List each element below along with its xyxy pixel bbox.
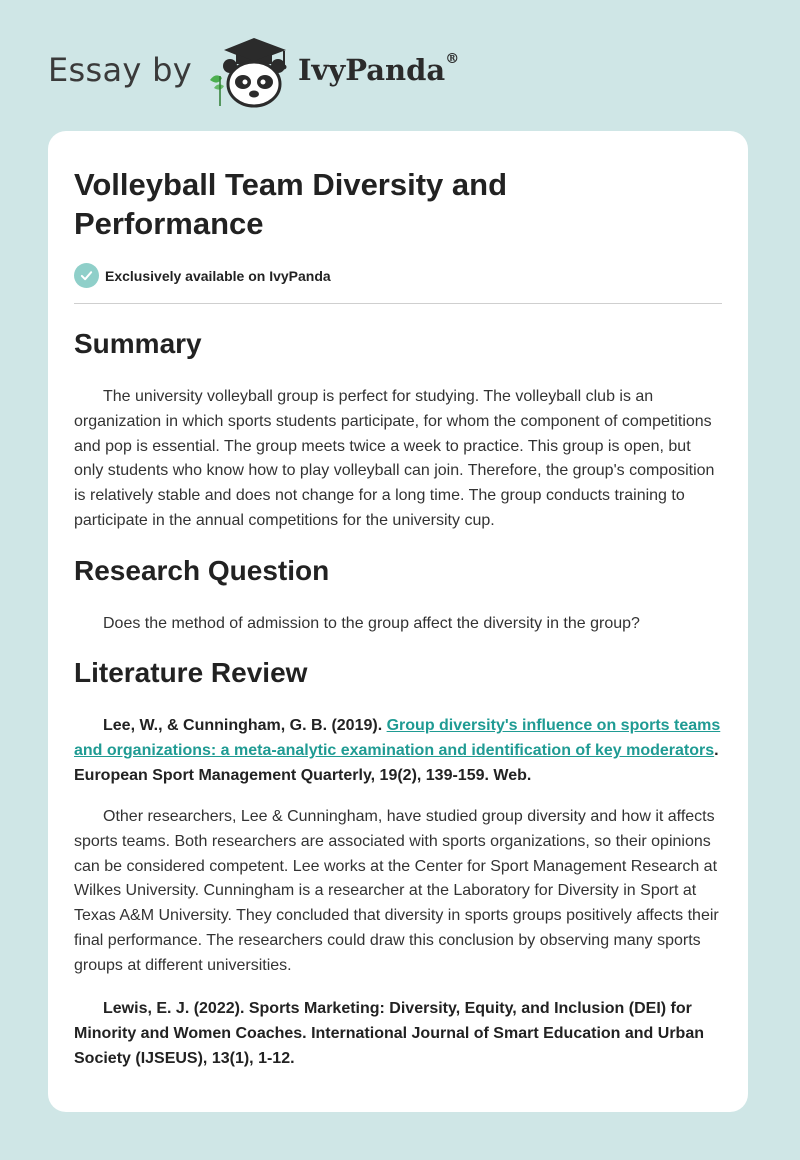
research-question-heading: Research Question: [74, 555, 330, 586]
divider: [74, 303, 722, 304]
literature-review-heading: Literature Review: [74, 657, 308, 688]
essay-card: [48, 131, 748, 1112]
brand-header: [48, 36, 459, 108]
brand-name: [298, 53, 459, 87]
page-title: Volleyball Team Diversity and Performance: [74, 167, 508, 241]
reference-2: Lewis, E. J. (2022). Sports Marketing: Diversity, Equity, and Inclusion (DEI) for Minority and Women Coaches. International Journal of Smart Education and Urban Society (IJSEUS), 13(1), 1-12.: [74, 1000, 704, 1067]
research-question-paragraph: Does the method of admission to the group affect the diversity in the group?: [103, 615, 640, 632]
reference-1-rest: . European Sport Management Quarterly, 19(2), 139-159. Web.: [74, 741, 719, 784]
summary-paragraph: The university volleyball group is perfect for studying. The volleyball club is an organization in which sports students participate, for whom the component of competitions and pop is essential. The group meets twice a week to practice. This group is open, but only students who know how to play volleyball can join. Therefore, the group's composition is relatively stable and does not change for a long time. The group conducts training to participate in the annual competitions for the university cup.: [74, 388, 715, 529]
registered-mark: ®: [445, 51, 460, 68]
summary-heading: Summary: [74, 328, 202, 359]
brand-name-text: IvyPanda: [297, 53, 446, 87]
brand-prefix: Essay by: [48, 51, 192, 89]
checkmark-icon: [74, 263, 99, 288]
panda-logo-icon: [206, 36, 298, 108]
reference-1-link[interactable]: Group diversity's influence on sports teams and organizations: a meta-analytic examination and identification of key moderators: [74, 717, 721, 759]
reference-1-authors: Lee, W., & Cunningham, G. B. (2019).: [103, 717, 387, 734]
literature-paragraph: Other researchers, Lee & Cunningham, have studied group diversity and how it affects sports teams. Both researchers are associated with sports organizations, so their opinions can be considered competent. Lee works at the Center for Sport Management Research at Wilkes University. Cunningham is a researcher at the Laboratory for Diversity in Sport at Texas A&M University. They concluded that diversity in sports groups positively affects their final performance. The researchers could draw this conclusion by observing many sports groups at different universities.: [74, 808, 719, 974]
reference-1: [74, 714, 722, 788]
exclusive-label: Exclusively available on IvyPanda: [105, 267, 331, 284]
exclusive-badge: [74, 263, 331, 288]
